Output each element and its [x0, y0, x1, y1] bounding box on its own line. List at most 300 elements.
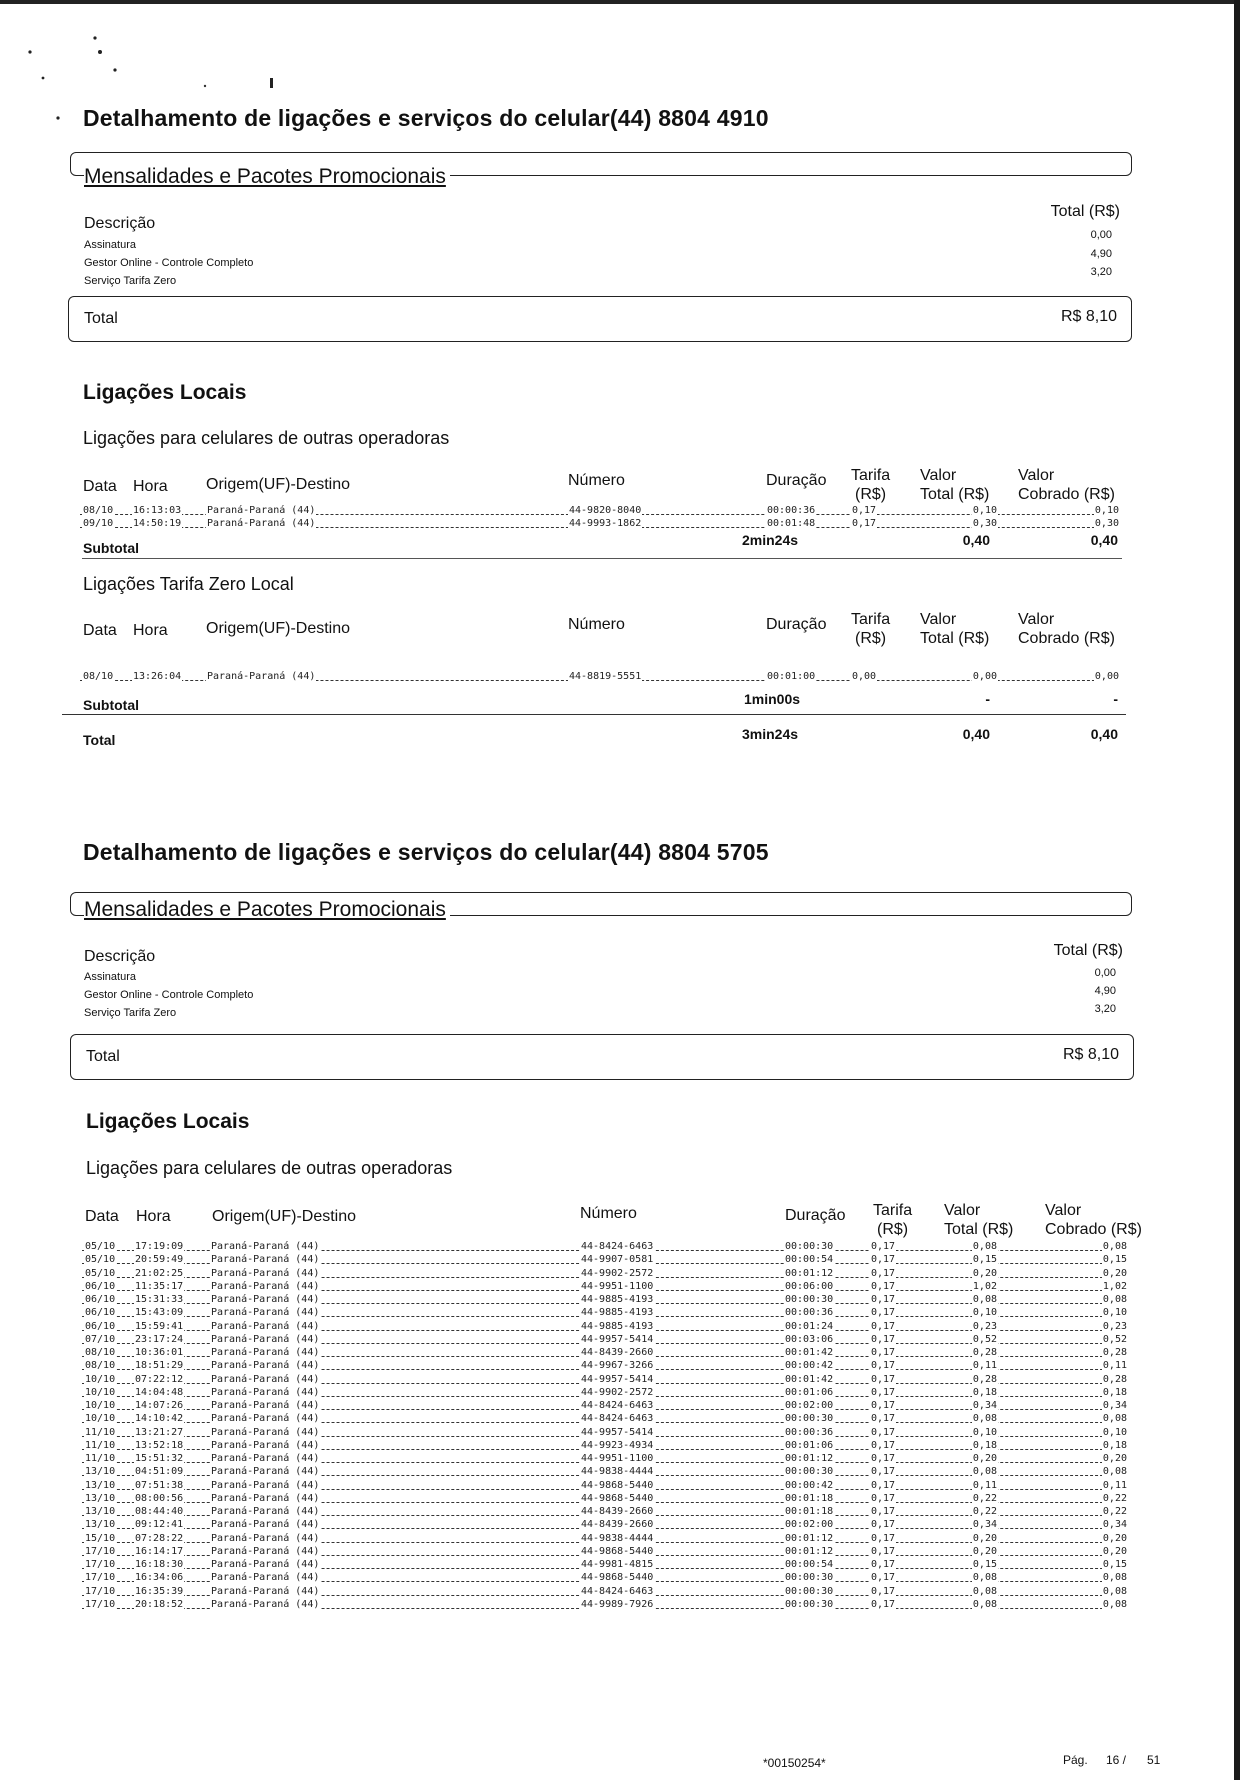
cell-duracao: 00:00:54: [785, 1559, 834, 1570]
section-2-item-value: 3,20: [1094, 1003, 1116, 1015]
cell-duracao: 00:01:12: [785, 1545, 834, 1557]
section-1-cat1-subtotal-vt: 0,40: [962, 532, 990, 548]
cell-duracao: 00:01:06: [785, 1439, 834, 1451]
cell-hora: 21:02:25: [135, 1267, 184, 1279]
cell-data: 06/10: [85, 1320, 116, 1332]
cell-origem-destino: Paraná-Paraná (44): [211, 1294, 320, 1305]
call-row: [82, 1519, 1128, 1532]
cell-data: 10/10: [85, 1400, 116, 1411]
col-header-valor-total: Valor Total (R$): [944, 1202, 1014, 1238]
cell-valor-cobrado: 0,20: [1102, 1545, 1127, 1557]
cell-duracao: 00:03:06: [785, 1333, 834, 1345]
cell-valor-total: 0,08: [972, 1241, 997, 1252]
col-header-dur: Duração: [766, 472, 827, 489]
call-row: [82, 1400, 1128, 1413]
cell-valor-cobrado: 0,34: [1102, 1519, 1127, 1531]
cell-valor-cobrado: 0,52: [1102, 1333, 1127, 1345]
col-header-data: Data: [83, 478, 117, 495]
cell-data: 13/10: [85, 1492, 116, 1504]
call-row: [80, 518, 1120, 531]
cell-hora: 16:14:17: [135, 1545, 184, 1557]
section-1-grand-total-vc: 0,40: [1090, 726, 1118, 742]
call-row: [82, 1241, 1128, 1254]
section-2-item-name: Gestor Online - Controle Completo: [84, 989, 254, 1001]
cell-numero: 44-8819-5551: [569, 671, 642, 682]
cell-valor-cobrado: 0,22: [1102, 1506, 1127, 1517]
cell-hora: 15:31:33: [135, 1294, 184, 1305]
cell-tarifa: 0,17: [871, 1307, 896, 1319]
section-2-pkg-title: Mensalidades e Pacotes Promocionais: [84, 898, 450, 922]
call-row: [82, 1453, 1128, 1466]
cell-tarifa: 0,17: [871, 1506, 896, 1517]
cell-hora: 07:22:12: [135, 1373, 184, 1385]
page-label: Pág.: [1063, 1753, 1088, 1767]
cell-valor-cobrado: 0,18: [1102, 1439, 1127, 1451]
cell-duracao: 00:00:30: [785, 1413, 834, 1425]
cell-valor-total: 0,11: [972, 1360, 997, 1372]
cell-hora: 14:50:19: [133, 518, 182, 529]
cell-valor-cobrado: 0,08: [1102, 1585, 1127, 1597]
cell-hora: 08:00:56: [135, 1492, 184, 1504]
cell-data: 08/10: [85, 1360, 116, 1372]
cell-hora: 23:17:24: [135, 1333, 184, 1345]
cell-valor-total: 0,08: [972, 1294, 997, 1305]
page-total: 51: [1147, 1753, 1161, 1767]
col-header-num: Número: [580, 1205, 637, 1222]
divider: [62, 714, 1126, 715]
cell-tarifa: 0,17: [871, 1519, 896, 1531]
cell-data: 13/10: [85, 1479, 116, 1491]
cell-data: 11/10: [85, 1439, 116, 1451]
section-2-item-value: 4,90: [1094, 985, 1116, 997]
cell-valor-cobrado: 0,08: [1102, 1294, 1127, 1305]
cell-tarifa: 0,17: [871, 1492, 896, 1504]
cell-tarifa: 0,17: [871, 1333, 896, 1345]
cell-tarifa: 0,17: [871, 1413, 896, 1425]
section-2-total-rs-label: Total (R$): [1053, 942, 1123, 959]
cell-tarifa: 0,17: [871, 1373, 896, 1385]
call-row: [82, 1413, 1128, 1426]
section-2-item-value: 0,00: [1094, 967, 1116, 979]
cell-valor-cobrado: 0,20: [1102, 1267, 1127, 1279]
cell-valor-total: 0,00: [972, 671, 997, 682]
document-code: *00150254*: [763, 1756, 826, 1770]
section-1-total-label: Total: [84, 310, 118, 327]
cell-tarifa: 0,17: [871, 1453, 896, 1464]
col-header-hora: Hora: [133, 478, 168, 495]
cell-tarifa: 0,17: [871, 1532, 896, 1544]
cell-duracao: 00:01:12: [785, 1532, 834, 1544]
section-1-cat2-subtotal-vt: -: [985, 691, 990, 707]
cell-duracao: 00:00:30: [785, 1466, 834, 1478]
col-header-valor-cobrado: Valor Cobrado (R$): [1018, 611, 1115, 647]
cell-duracao: 00:01:18: [785, 1506, 834, 1517]
cell-tarifa: 0,17: [871, 1254, 896, 1266]
call-row: [82, 1559, 1128, 1572]
cell-tarifa: 0,17: [871, 1386, 896, 1398]
section-1-item-value: 0,00: [1090, 229, 1112, 241]
cell-data: 10/10: [85, 1413, 116, 1425]
cell-origem-destino: Paraná-Paraná (44): [207, 671, 316, 682]
cell-valor-total: 0,22: [972, 1506, 997, 1517]
cell-valor-total: 0,20: [972, 1545, 997, 1557]
cell-duracao: 00:01:42: [785, 1373, 834, 1385]
section-1-grand-total-vt: 0,40: [962, 726, 990, 742]
cell-data: 06/10: [85, 1280, 116, 1292]
cell-tarifa: 0,17: [871, 1294, 896, 1305]
col-header-tarifa: Tarifa (R$): [851, 467, 891, 503]
section-1-cat2-subtotal-dur: 1min00s: [744, 691, 801, 707]
section-2-desc-label: Descrição: [84, 948, 156, 965]
cell-duracao: 00:01:48: [767, 518, 816, 529]
cell-tarifa: 0,17: [871, 1347, 896, 1358]
col-header-valor-total: Valor Total (R$): [920, 467, 990, 503]
cell-origem-destino: Paraná-Paraná (44): [211, 1373, 320, 1385]
cell-data: 05/10: [85, 1254, 116, 1266]
cell-hora: 14:07:26: [135, 1400, 184, 1411]
col-header-orig: Origem(UF)-Destino: [206, 476, 351, 493]
cell-data: 11/10: [85, 1426, 116, 1438]
cell-data: 05/10: [85, 1267, 116, 1279]
col-header-dur: Duração: [785, 1207, 846, 1224]
section-2-cat1-title: Ligações para celulares de outras operadoras: [86, 1158, 453, 1178]
cell-data: 06/10: [85, 1307, 116, 1319]
cell-data: 15/10: [85, 1532, 116, 1544]
cell-hora: 17:19:09: [135, 1241, 184, 1252]
cell-tarifa: 0,17: [871, 1479, 896, 1491]
section-1-cat1-subtotal-dur: 2min24s: [742, 532, 799, 548]
cell-valor-total: 0,10: [972, 1426, 997, 1438]
section-1-cat1-title: Ligações para celulares de outras operadoras: [83, 428, 450, 448]
call-row: [82, 1387, 1128, 1400]
call-row: [82, 1586, 1128, 1599]
cell-hora: 07:28:22: [135, 1532, 184, 1544]
cell-valor-total: 0,08: [972, 1572, 997, 1584]
cell-tarifa: 0,17: [871, 1439, 896, 1451]
cell-data: 08/10: [83, 671, 114, 682]
cell-numero: 44-8424-6463: [581, 1413, 654, 1425]
cell-origem-destino: Paraná-Paraná (44): [211, 1400, 320, 1411]
col-header-dur: Duração: [766, 616, 827, 633]
cell-data: 17/10: [85, 1572, 116, 1584]
col-header-valor-cobrado: Valor Cobrado (R$): [1018, 467, 1115, 503]
cell-valor-total: 0,20: [972, 1453, 997, 1464]
cell-data: 11/10: [85, 1453, 116, 1464]
cell-hora: 14:04:48: [135, 1386, 184, 1398]
cell-tarifa: 0,17: [871, 1585, 896, 1597]
call-row: [82, 1321, 1128, 1334]
section-1-cat1-subtotal-vc: 0,40: [1090, 532, 1118, 548]
cell-valor-cobrado: 0,28: [1102, 1347, 1127, 1358]
cell-data: 13/10: [85, 1506, 116, 1517]
cell-numero: 44-9989-7926: [581, 1598, 654, 1610]
cell-valor-cobrado: 0,10: [1102, 1307, 1127, 1319]
cell-duracao: 00:01:42: [785, 1347, 834, 1358]
cell-valor-total: 0,22: [972, 1492, 997, 1504]
cell-valor-cobrado: 0,15: [1102, 1559, 1127, 1570]
section-1-total-box: [68, 296, 1132, 342]
cell-hora: 15:59:41: [135, 1320, 184, 1332]
cell-hora: 16:13:03: [133, 505, 182, 516]
section-1-item-value: 3,20: [1090, 266, 1112, 278]
page-number: 16 /: [1106, 1753, 1127, 1767]
cell-duracao: 00:02:00: [785, 1519, 834, 1531]
section-1-pkg-title: Mensalidades e Pacotes Promocionais: [84, 165, 450, 189]
section-1-title: Detalhamento de ligações e serviços do celular(44) 8804 4910: [83, 105, 769, 131]
cell-origem-destino: Paraná-Paraná (44): [211, 1333, 320, 1345]
cell-valor-total: 0,10: [972, 505, 997, 516]
section-1-cat2-subtotal-label: Subtotal: [83, 697, 139, 713]
cell-valor-total: 0,34: [972, 1400, 997, 1411]
cell-duracao: 00:00:36: [785, 1426, 834, 1438]
cell-data: 17/10: [85, 1585, 116, 1597]
section-1-cat2-title: Ligações Tarifa Zero Local: [83, 574, 294, 594]
section-1-item-value: 4,90: [1090, 248, 1112, 260]
cell-tarifa: 0,17: [871, 1267, 896, 1279]
cell-numero: 44-9923-4934: [581, 1439, 654, 1451]
cell-hora: 16:34:06: [135, 1572, 184, 1584]
cell-origem-destino: Paraná-Paraná (44): [211, 1386, 320, 1398]
cell-valor-total: 0,08: [972, 1466, 997, 1478]
cell-data: 17/10: [85, 1598, 116, 1610]
cell-numero: 44-8424-6463: [581, 1241, 654, 1252]
cell-numero: 44-9885-4193: [581, 1294, 654, 1305]
cell-tarifa: 0,17: [871, 1545, 896, 1557]
cell-numero: 44-9868-5440: [581, 1492, 654, 1504]
cell-valor-total: 0,28: [972, 1347, 997, 1358]
cell-hora: 14:10:42: [135, 1413, 184, 1425]
cell-numero: 44-9993-1862: [569, 518, 642, 529]
cell-origem-destino: Paraná-Paraná (44): [211, 1280, 320, 1292]
cell-origem-destino: Paraná-Paraná (44): [211, 1506, 320, 1517]
section-1-cat2-subtotal-vc: -: [1113, 691, 1118, 707]
section-2-item-name: Assinatura: [84, 971, 136, 983]
cell-duracao: 00:00:36: [767, 505, 816, 516]
cell-tarifa: 0,17: [871, 1466, 896, 1478]
cell-valor-total: 0,08: [972, 1413, 997, 1425]
cell-origem-destino: Paraná-Paraná (44): [211, 1559, 320, 1570]
cell-valor-total: 0,15: [972, 1254, 997, 1266]
cell-data: 17/10: [85, 1545, 116, 1557]
cell-tarifa: 0,17: [871, 1360, 896, 1372]
cell-origem-destino: Paraná-Paraná (44): [211, 1532, 320, 1544]
cell-numero: 44-9907-0581: [581, 1254, 654, 1266]
cell-duracao: 00:00:36: [785, 1307, 834, 1319]
cell-valor-cobrado: 0,08: [1102, 1466, 1127, 1478]
section-1-grand-total-dur: 3min24s: [742, 726, 799, 742]
cell-valor-total: 0,11: [972, 1479, 997, 1491]
cell-tarifa: 0,17: [871, 1280, 896, 1292]
cell-duracao: 00:01:12: [785, 1453, 834, 1464]
cell-valor-total: 0,23: [972, 1320, 997, 1332]
cell-duracao: 00:06:00: [785, 1280, 834, 1292]
section-1-item-name: Gestor Online - Controle Completo: [84, 257, 254, 269]
cell-duracao: 00:02:00: [785, 1400, 834, 1411]
cell-numero: 44-9885-4193: [581, 1320, 654, 1332]
section-1-local-title: Ligações Locais: [83, 381, 247, 404]
cell-valor-total: 0,18: [972, 1439, 997, 1451]
cell-origem-destino: Paraná-Paraná (44): [211, 1439, 320, 1451]
cell-tarifa: 0,00: [852, 671, 877, 682]
cell-data: 17/10: [85, 1559, 116, 1570]
cell-valor-total: 0,18: [972, 1386, 997, 1398]
cell-data: 08/10: [83, 505, 114, 516]
cell-data: 10/10: [85, 1373, 116, 1385]
cell-tarifa: 0,17: [871, 1426, 896, 1438]
cell-valor-cobrado: 0,30: [1094, 518, 1119, 529]
cell-valor-total: 0,34: [972, 1519, 997, 1531]
cell-data: 07/10: [85, 1333, 116, 1345]
cell-valor-cobrado: 0,08: [1102, 1598, 1127, 1610]
cell-tarifa: 0,17: [871, 1598, 896, 1610]
col-header-orig: Origem(UF)-Destino: [206, 620, 351, 637]
cell-hora: 13:52:18: [135, 1439, 184, 1451]
cell-numero: 44-9967-3266: [581, 1360, 654, 1372]
cell-origem-destino: Paraná-Paraná (44): [211, 1307, 320, 1319]
cell-tarifa: 0,17: [871, 1572, 896, 1584]
col-header-num: Número: [568, 472, 625, 489]
cell-hora: 08:44:40: [135, 1506, 184, 1517]
cell-numero: 44-9957-5414: [581, 1373, 654, 1385]
call-row: [82, 1281, 1128, 1294]
call-row: [82, 1334, 1128, 1347]
cell-origem-destino: Paraná-Paraná (44): [211, 1241, 320, 1252]
col-header-hora: Hora: [136, 1208, 171, 1225]
cell-duracao: 00:00:54: [785, 1254, 834, 1266]
cell-numero: 44-9838-4444: [581, 1532, 654, 1544]
call-row: [82, 1374, 1128, 1387]
section-2-title: Detalhamento de ligações e serviços do celular(44) 8804 5705: [83, 839, 769, 865]
cell-valor-total: 0,52: [972, 1333, 997, 1345]
cell-data: 06/10: [85, 1294, 116, 1305]
cell-data: 13/10: [85, 1466, 116, 1478]
cell-numero: 44-9951-1100: [581, 1453, 654, 1464]
cell-origem-destino: Paraná-Paraná (44): [211, 1519, 320, 1531]
section-1-total-rs-label: Total (R$): [1050, 203, 1120, 220]
cell-origem-destino: Paraná-Paraná (44): [207, 505, 316, 516]
cell-hora: 15:43:09: [135, 1307, 184, 1319]
cell-origem-destino: Paraná-Paraná (44): [211, 1466, 320, 1478]
call-row: [82, 1572, 1128, 1585]
cell-valor-cobrado: 0,10: [1102, 1426, 1127, 1438]
section-1-total-value: R$ 8,10: [1060, 308, 1117, 325]
section-2-total-box: [70, 1034, 1134, 1080]
cell-valor-cobrado: 0,08: [1102, 1572, 1127, 1584]
cell-valor-cobrado: 0,15: [1102, 1254, 1127, 1266]
call-row: [82, 1506, 1128, 1519]
cell-origem-destino: Paraná-Paraná (44): [211, 1426, 320, 1438]
call-row: [80, 671, 1120, 684]
cell-valor-total: 1,02: [972, 1280, 997, 1292]
cell-origem-destino: Paraná-Paraná (44): [211, 1453, 320, 1464]
cell-origem-destino: Paraná-Paraná (44): [211, 1479, 320, 1491]
section-1-grand-total-label: Total: [83, 732, 116, 748]
call-row: [82, 1599, 1128, 1612]
section-2-local-title: Ligações Locais: [86, 1110, 250, 1133]
cell-hora: 13:21:27: [135, 1426, 184, 1438]
cell-duracao: 00:01:18: [785, 1492, 834, 1504]
call-row: [82, 1480, 1128, 1493]
call-row: [82, 1268, 1128, 1281]
cell-numero: 44-9957-5414: [581, 1333, 654, 1345]
cell-origem-destino: Paraná-Paraná (44): [211, 1267, 320, 1279]
cell-hora: 13:26:04: [133, 671, 182, 682]
scan-edge-right: [1234, 0, 1240, 1780]
cell-hora: 07:51:38: [135, 1479, 184, 1491]
cell-tarifa: 0,17: [852, 505, 877, 516]
call-row: [82, 1360, 1128, 1373]
cell-valor-cobrado: 0,11: [1102, 1360, 1127, 1372]
call-row: [82, 1533, 1128, 1546]
cell-valor-cobrado: 0,00: [1094, 671, 1119, 682]
cell-numero: 44-9838-4444: [581, 1466, 654, 1478]
cell-numero: 44-9868-5440: [581, 1479, 654, 1491]
cell-hora: 15:51:32: [135, 1453, 184, 1464]
cell-duracao: 00:01:06: [785, 1386, 834, 1398]
col-header-data: Data: [85, 1208, 119, 1225]
col-header-tarifa: Tarifa (R$): [851, 611, 891, 647]
cell-hora: 18:51:29: [135, 1360, 184, 1372]
col-header-data: Data: [83, 622, 117, 639]
col-header-num: Número: [568, 616, 625, 633]
cell-duracao: 00:00:30: [785, 1598, 834, 1610]
cell-duracao: 00:01:24: [785, 1320, 834, 1332]
cell-duracao: 00:00:42: [785, 1479, 834, 1491]
cell-tarifa: 0,17: [871, 1400, 896, 1411]
cell-origem-destino: Paraná-Paraná (44): [211, 1545, 320, 1557]
cell-numero: 44-8439-2660: [581, 1519, 654, 1531]
cell-valor-total: 0,10: [972, 1307, 997, 1319]
cell-hora: 20:18:52: [135, 1598, 184, 1610]
cell-valor-total: 0,20: [972, 1267, 997, 1279]
section-1-desc-label: Descrição: [84, 215, 156, 232]
cell-valor-cobrado: 0,20: [1102, 1532, 1127, 1544]
cell-numero: 44-8439-2660: [581, 1347, 654, 1358]
cell-numero: 44-9902-2572: [581, 1267, 654, 1279]
cell-numero: 44-9902-2572: [581, 1386, 654, 1398]
cell-numero: 44-8424-6463: [581, 1585, 654, 1597]
cell-valor-cobrado: 0,08: [1102, 1413, 1127, 1425]
cell-hora: 20:59:49: [135, 1254, 184, 1266]
cell-hora: 16:18:30: [135, 1559, 184, 1570]
cell-numero: 44-9951-1100: [581, 1280, 654, 1292]
cell-hora: 04:51:09: [135, 1466, 184, 1478]
cell-valor-total: 0,30: [972, 518, 997, 529]
section-1-item-name: Assinatura: [84, 239, 136, 251]
cell-valor-cobrado: 0,34: [1102, 1400, 1127, 1411]
cell-valor-cobrado: 0,28: [1102, 1373, 1127, 1385]
call-row: [82, 1347, 1128, 1360]
call-row: [82, 1493, 1128, 1506]
col-header-tarifa: Tarifa (R$): [873, 1202, 913, 1238]
cell-data: 08/10: [85, 1347, 116, 1358]
call-row: [82, 1307, 1128, 1320]
col-header-hora: Hora: [133, 622, 168, 639]
cell-origem-destino: Paraná-Paraná (44): [211, 1598, 320, 1610]
call-row: [82, 1254, 1128, 1267]
cell-duracao: 00:00:30: [785, 1294, 834, 1305]
cell-data: 10/10: [85, 1386, 116, 1398]
cell-duracao: 00:00:42: [785, 1360, 834, 1372]
call-row: [82, 1466, 1128, 1479]
cell-valor-total: 0,08: [972, 1598, 997, 1610]
cell-origem-destino: Paraná-Paraná (44): [211, 1492, 320, 1504]
section-2-item-name: Serviço Tarifa Zero: [84, 1007, 177, 1019]
cell-valor-cobrado: 0,11: [1102, 1479, 1127, 1491]
section-1-item-name: Serviço Tarifa Zero: [84, 275, 177, 287]
section-2-total-label: Total: [86, 1048, 120, 1065]
cell-duracao: 00:01:00: [767, 671, 816, 682]
